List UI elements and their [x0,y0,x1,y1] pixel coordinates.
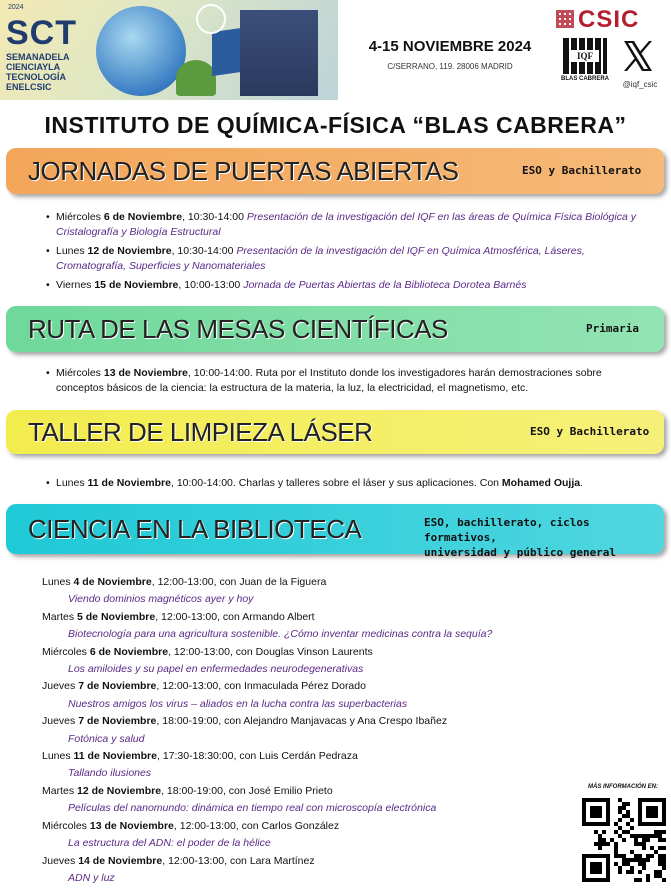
library-talk-row [42,609,562,626]
library-talk-title: Biotecnología para una agricultura sostenible. ¿Cómo inventar medicinas contra la sequía? [68,628,493,641]
library-talk-row [42,713,562,730]
sct-subtitle [6,52,86,92]
item-end: . [580,477,584,489]
talk-date: 13 de Noviembre [89,819,174,832]
library-talk-list [42,574,562,887]
talk-day: Jueves [42,715,79,728]
satellite-dish-illustration [196,4,226,34]
library-talk-title: Películas del nanomundo: dinámica en tiempo real con microscopía electrónica [68,802,437,815]
sct-subtitle-line: TECNOLOGÍA [6,72,66,82]
library-talk-title: Los amiloides y su papel en enfermedades neurodegenerativas [68,663,364,676]
item-day: Miércoles [56,211,104,223]
qr-code-icon[interactable] [582,798,666,882]
sct-subtitle-line: ENELCSIC [6,82,52,92]
list-item [56,244,652,274]
event-dates: 4-15 NOVIEMBRE 2024 [368,38,532,55]
section-bar-open-days [6,148,664,194]
talk-day: Lunes [42,576,74,588]
section-title: CIENCIA EN LA BIBLIOTECA [28,514,362,544]
item-time: , 10:00-13:00 [178,279,244,291]
list-item [56,366,642,396]
talk-date: 6 de Noviembre [89,645,169,658]
item-person: Mohamed Oujja [501,477,581,489]
sct-banner [0,0,338,100]
item-talk: Presentación de la investigación del IQF en Química Atmosférica, Láseres, Cromatografía, Superficies y Nanomateriales [56,245,585,272]
talk-day: Martes [42,784,78,797]
talk-date: 11 de Noviembre [73,750,157,763]
item-day: Lunes [56,245,88,257]
more-info-label: MÁS INFORMACIÓN EN: [588,784,658,790]
section-title: JORNADAS DE PUERTAS ABIERTAS [28,156,459,186]
plant-illustration [176,60,216,96]
library-talk-row [42,574,562,591]
library-talk-row [42,783,562,800]
item-time: , 10:30-14:00 [171,245,237,257]
item-talk: Jornada de Puertas Abiertas de la Biblioteca Dorotea Barnés [243,279,527,291]
section-title: RUTA DE LAS MESAS CIENTÍFICAS [28,314,448,344]
section-audience: ESO y Bachillerato [522,164,642,177]
item-date: 13 de Noviembre [103,367,188,379]
talk-day: Jueves [42,854,79,867]
section-title: TALLER DE LIMPIEZA LÁSER [28,417,373,447]
talk-speaker: Lara Martínez [249,854,315,867]
section-audience: Primaria [586,322,639,335]
section-audience: ESO y Bachillerato [530,425,650,438]
iqf-logo [563,38,607,84]
item-day: Miércoles [56,367,104,379]
banner-year: 2024 [8,4,24,11]
library-talk-title: Nuestros amigos los virus – aliados en la lucha contra las superbacterias [68,697,408,710]
talk-date: 7 de Noviembre [78,680,157,693]
building-illustration [240,10,318,96]
talk-day: Martes [42,610,78,623]
library-talk-row [42,748,562,765]
talk-time: , 17:30-18:30:00, con [157,750,260,763]
library-talk-title: La estructura del ADN: el poder de la hélice [68,837,271,850]
item-day: Lunes [56,477,88,489]
section-bar-laser-workshop [6,410,664,454]
sct-logo-text: SCT [6,14,77,52]
talk-day: Miércoles [42,645,90,658]
talk-speaker: Douglas Vinson Laurents [255,645,373,658]
talk-speaker: Carlos González [261,819,340,832]
csic-grid-icon [556,10,574,28]
section-audience [424,515,664,560]
section-body-open-days [42,210,652,297]
talk-speaker: Armando Albert [242,610,315,623]
talk-time: , 18:00-19:00, con [156,715,244,728]
section-body-science-tables [42,366,642,400]
library-talk-row [42,853,562,870]
event-address: C/SERRANO, 119. 28006 MADRID [387,62,513,71]
item-text: , 10:00-14:00. Charlas y talleres sobre el láser y sus aplicaciones. Con [171,477,502,489]
iqf-logo-caption: BLAS CABRERA [561,76,609,82]
item-date: 15 de Noviembre [94,279,179,291]
audience-line: ESO, bachillerato, ciclos formativos, [424,516,590,544]
social-handle[interactable]: @iqf_csic [622,80,658,89]
list-item [56,210,652,240]
csic-logo-text: CSIC [578,6,640,33]
talk-day: Jueves [42,680,79,693]
x-logo-icon[interactable] [620,38,656,74]
talk-day: Lunes [42,750,74,763]
talk-day: Miércoles [42,819,90,832]
item-date: 12 de Noviembre [87,245,172,257]
talk-date: 7 de Noviembre [78,715,157,728]
talk-speaker: Luis Cerdán Pedraza [259,750,358,763]
sct-subtitle-line: SEMANADELA [6,52,70,62]
talk-time: , 18:00-19:00, con [161,784,249,797]
iqf-logo-tag: IQF [571,50,599,62]
institute-title: INSTITUTO DE QUÍMICA-FÍSICA “BLAS CABRERA” [44,112,627,138]
talk-speaker: Juan de la Figuera [239,576,327,588]
talk-time: , 12:00-13:00, con [162,854,250,867]
csic-logo [556,6,666,32]
section-bar-library-science [6,504,664,559]
talk-speaker: José Emilio Prieto [248,784,333,797]
talk-date: 14 de Noviembre [78,854,163,867]
library-talk-row [42,818,562,835]
library-talk-title: Viendo dominios magnéticos ayer y hoy [68,593,254,606]
sct-subtitle-line: CIENCIAYLA [6,62,61,72]
talk-date: 12 de Noviembre [77,784,162,797]
section-body-laser-workshop [42,476,652,495]
item-day: Viernes [56,279,95,291]
library-talk-row [42,644,562,661]
item-text: , 10:00-14:00. Ruta por el Instituto donde los investigadores harán demostraciones sobre conceptos básicos de la ciencia: la estructura de la materia, la luz, la electricidad, el magnetismo, etc. [56,367,602,394]
section-bar-science-tables [6,306,664,352]
talk-date: 5 de Noviembre [77,610,156,623]
item-date: 11 de Noviembre [87,477,171,489]
list-item [56,476,652,491]
globe-illustration [96,6,186,96]
list-item [56,278,652,293]
talk-time: , 12:00-13:00, con [156,680,244,693]
talk-time: , 12:00-13:00, con [168,645,256,658]
library-talk-row [42,678,562,695]
library-talk-title: Fotónica y salud [68,732,145,745]
talk-speaker: Inmaculada Pérez Dorado [243,680,366,693]
talk-date: 4 de Noviembre [73,576,152,588]
talk-time: , 12:00-13:00, con [173,819,262,832]
library-talk-title: ADN y luz [68,871,115,884]
audience-line: universidad y público general [424,546,617,559]
talk-time: , 12:00-13:00, con [151,576,240,588]
item-time: , 10:30-14:00 [182,211,247,223]
library-talk-title: Tallando ilusiones [68,767,152,780]
item-talk: Presentación de la investigación del IQF en las áreas de Química Física Biológica y Cristalografía y Biología Estructural [56,211,636,238]
item-date: 6 de Noviembre [103,211,183,223]
talk-speaker: Alejandro Manjavacas y Ana Crespo Ibañez [243,715,448,728]
talk-time: , 12:00-13:00, con [155,610,243,623]
